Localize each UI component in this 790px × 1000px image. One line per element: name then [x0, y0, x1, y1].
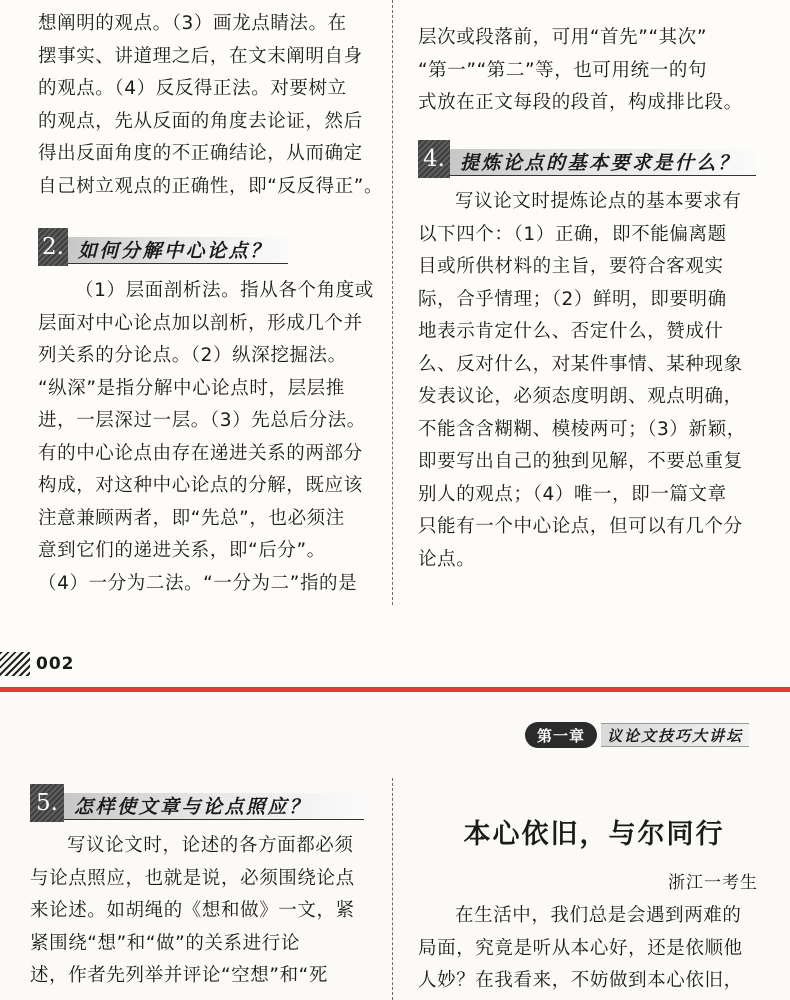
section-heading-5 [30, 784, 364, 822]
text-line: 以下四个：（1）正确，即不能偏离题 [418, 223, 727, 245]
section-title: 提炼论点的基本要求是什么？ [450, 149, 756, 176]
text-line: 局面，究竟是听从本心好，还是依顺他 [418, 937, 743, 959]
text-line: 述，作者先列举并评论“空想”和“死 [30, 965, 328, 986]
text-line: 意到它们的递进关系，即“后分”。 [38, 540, 326, 561]
text-line: 写议论文时提炼论点的基本要求有 [455, 191, 742, 212]
text-line: “第一”“第二”等，也可用统一的句 [418, 59, 708, 81]
text-line: 构成，对这种中心论点的分解，既应该 [38, 475, 363, 496]
top-left-para-b [38, 275, 388, 600]
text-line: 来论述。如胡绳的《想和做》一文，紧 [30, 900, 355, 921]
text-line: 层面对中心论点加以剖析，形成几个并 [38, 312, 363, 334]
section-heading-2 [38, 228, 288, 266]
section-number: 5. [30, 784, 64, 822]
text-line: 地表示肯定什么、否定什么，赞成什 [418, 321, 724, 342]
section-number: 4. [418, 140, 450, 178]
text-line: 式放在正文每段的段首，构成排比段。 [418, 92, 743, 113]
chapter-banner [525, 720, 749, 750]
section-title: 如何分解中心论点？ [68, 237, 288, 264]
top-right-para-a [418, 22, 768, 120]
text-line: 目或所供材料的主旨，要符合客观实 [418, 256, 724, 277]
page-number-text: 002 [36, 654, 75, 674]
column-divider [392, 778, 393, 1000]
page-number [0, 652, 75, 676]
text-line: “纵深”是指分解中心论点时，层层推 [38, 377, 345, 399]
column-divider [392, 0, 393, 605]
bottom-right-para [418, 900, 768, 998]
top-left-para-a [38, 8, 388, 203]
text-line: 论点。 [418, 548, 476, 570]
text-line: 写议论文时，论述的各方面都必须 [67, 835, 354, 856]
text-line: 进，一层深过一层。（3）先总后分法。 [38, 410, 366, 431]
text-line: 际，合乎情理；（2）鲜明，即要明确 [418, 288, 727, 310]
chapter-label: 第一章 [525, 722, 597, 748]
essay-title: 本心依旧，与尔同行 [463, 819, 725, 850]
text-line: 么、反对什么，对某件事情、某种现象 [418, 353, 743, 375]
section-title: 怎样使文章与论点照应？ [64, 793, 364, 820]
text-line: （4）一分为二法。“一分为二”指的是 [38, 572, 358, 594]
text-line: 有的中心论点由存在递进关系的两部分 [38, 442, 363, 464]
top-right-para-b [418, 186, 768, 576]
essay-author: 浙江一考生 [668, 873, 758, 893]
text-line: 即要写出自己的独到见解，不要总重复 [418, 451, 743, 472]
text-line: 在生活中，我们总是会遇到两难的 [455, 905, 742, 926]
text-line: 不能含含糊糊、模棱两可；（3）新颖， [418, 418, 746, 440]
section-number: 2. [38, 228, 68, 266]
text-line: 的观点，先从反面的角度去论证，然后 [38, 110, 363, 132]
text-line: 自己树立观点的正确性，即“反反得正”。 [38, 175, 384, 197]
text-line: 注意兼顾两者，即“先总”，也必须注 [38, 507, 345, 529]
text-line: 只能有一个中心论点，但可以有几个分 [418, 516, 743, 537]
bottom-left-para [30, 830, 380, 993]
text-line: 人妙？在我看来，不妨做到本心依旧， [418, 970, 743, 991]
text-line: （1）层面剖析法。指从各个角度或 [75, 280, 374, 301]
text-line: 层次或段落前，可用“首先”“其次” [418, 27, 708, 48]
text-line: 想阐明的观点。（3）画龙点睛法。在 [38, 13, 347, 34]
hatch-decoration [0, 652, 30, 676]
text-line: 的观点。（4）反反得正法。对要树立 [38, 78, 347, 99]
chapter-title: 议论文技巧大讲坛 [601, 723, 749, 747]
section-heading-4 [418, 140, 756, 178]
text-line: 发表议论，必须态度明朗、观点明确， [418, 386, 743, 407]
text-line: 得出反面角度的不正确结论，从而确定 [38, 143, 363, 164]
text-line: 列关系的分论点。（2）纵深挖掘法。 [38, 345, 347, 366]
text-line: 摆事实、讲道理之后，在文末阐明自身 [38, 45, 363, 67]
text-line: 紧围绕“想”和“做”的关系进行论 [30, 932, 300, 954]
text-line: 别人的观点；（4）唯一，即一篇文章 [418, 483, 727, 505]
text-line: 与论点照应，也就是说，必须围绕论点 [30, 867, 355, 889]
